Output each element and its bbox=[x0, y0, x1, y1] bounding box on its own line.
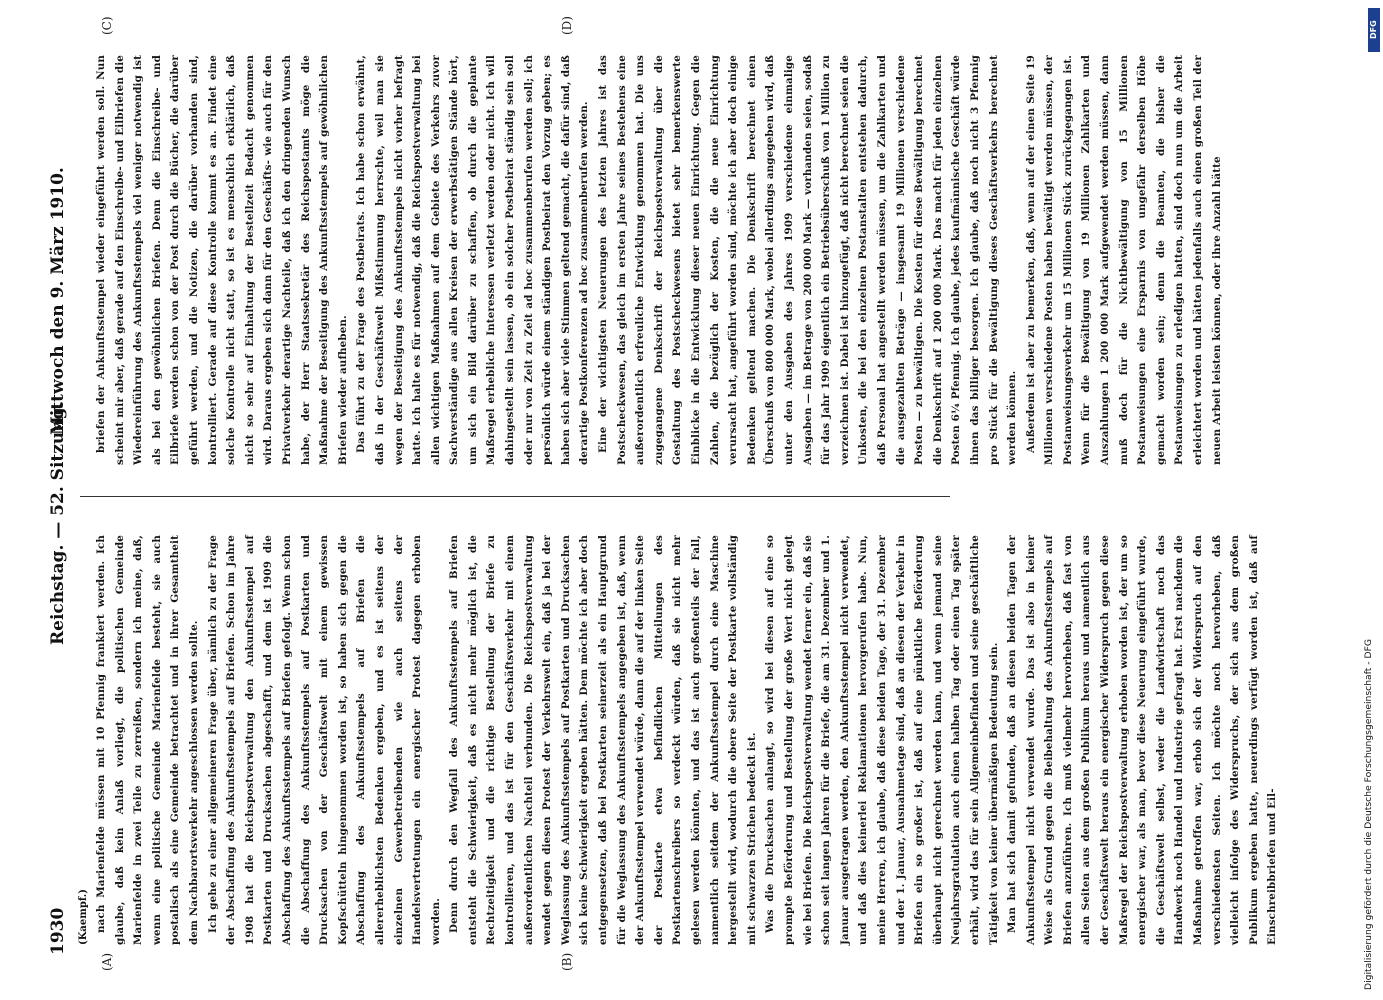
column-divider bbox=[80, 496, 950, 497]
speaker-tag: (Kaempf.) bbox=[78, 889, 89, 945]
paragraph: Denn durch den Wegfall des Ankunftsstempels auf Briefen entsteht die Schwierigkeit, daß es nicht mehr möglich ist, die Rechtzeitigkeit und die richtige Bestellung der Briefe zu kontrollieren, und das ist für den Geschäftsverkehr mit einem außerordentlichen Nachteil verbunden. Die Reichspostverwaltung wendet gegen diesen Protest der Verkehrswelt ein, daß ja bei der Weglassung des Ankunftsstempels auf Postkarten und Drucksachen sich keine Schwierigkeit ergeben hätten. Dem möchte ich aber doch entgegensetzen, daß bei Postkarten seinerzeit als ein Hauptgrund für die Weglassung des Ankunftsstempels angegeben ist, daß, wenn der Ankunftsstempel verwendet würde, dann die auf der linken Seite der Postkarte etwa befindlichen Mitteilungen des Postkartenschreibers so verdeckt würden, daß sie nicht mehr gelesen werden könnten, und das ist auch großenteils der Fall, namentlich seitdem der Ankunftsstempel durch eine Maschine hergestellt wird, wodurch die obere Seite der Postkarte vollständig mit schwarzen Strichen bedeckt ist. bbox=[448, 535, 758, 945]
paragraph: nach Marienfelde müssen mit 10 Pfennig frankiert werden. Ich glaube, daß kein Anlaß vorliegt, die politischen Gemeinde Marienfelde in zwei Teile zu zerreißen, sondern ich meine, daß, wenn eine politische Gemeinde Marienfelde besteht, sie auch postalisch als eine Gemeinde betrachtet und in ihrer Gesamtheit dem Nachbarortsverkehr angeschlossen werden sollte. bbox=[95, 535, 200, 945]
session-title: Reichstag. — 52. Sitzung. bbox=[48, 401, 68, 645]
margin-mark-d: (D) bbox=[560, 16, 574, 35]
page-number: 1930 bbox=[48, 907, 68, 955]
right-text-column bbox=[92, 55, 1226, 465]
paragraph: Außerdem ist aber zu bemerken, daß, wenn auf der einen Seite 19 Millionen verschiedene Posten haben bewältigt werden müssen, der Postanweisungsverkehr um 15 Millionen Stück zurückgegangen ist. Wenn für die Bewältigung von 19 Millionen Zahlkarten und Auszahlungen 1 200 000 Mark aufgewendet werden müssen, dann muß doch für die Nichtbewältigung von 15 Millionen Postanweisungen eine Ersparnis von ungefähr derselben Höhe gemacht worden sein; denn die Beamten, die bisher die Postanweisungen zu erledigen hatten, sind doch nun um die Arbeit erleichtert worden und hätten jedenfalls auch einen großen Teil der neuen Arbeit leisten können, oder ihre Anzahl hätte bbox=[1024, 55, 1223, 465]
rotated-document-page bbox=[40, 16, 1340, 971]
margin-mark-b: (B) bbox=[560, 952, 574, 971]
margin-mark-a: (A) bbox=[100, 952, 114, 971]
margin-mark-c: (C) bbox=[100, 16, 114, 35]
paragraph: Das führt zu der Frage des Postbeirats. Ich habe schon erwähnt, daß in der Geschäftswelt Mißstimmung herrschte, weil man sie wegen der Beseitigung des Ankunftsstempels nicht vorher befragt hatte. Ich halte es für notwendig, daß die Reichspostverwaltung bei allen wichtigen Maßnahmen auf dem Gebiete des Verkehrs zuvor Sachverständige aus allen Kreisen der erwerbstätigen Stände hört, um sich ein Bild darüber zu schaffen, ob durch die geplante Maßregel erhebliche Interessen verletzt werden oder nicht. Ich will dahingestellt sein lassen, ob ein solcher Postbeirat ständig sein soll oder nur von Zeit zu Zeit ad hoc zusammenberufen werden soll; ich persönlich würde einem ständigen Postbeirat den Vorzug geben; es haben sich aber viele Stimmen geltend gemacht, die dafür sind, daß derartige Postkonferenzen ad hoc zusammenberufen werden. bbox=[355, 55, 591, 465]
left-text-column bbox=[92, 535, 1282, 945]
paragraph: Ich gehe zu einer allgemeineren Frage über, nämlich zu der Frage der Abschaffung des Ankunftsstempels auf Briefen. Schon im Jahre 1908 hat die Reichspostverwaltung den Ankunftsstempel auf Postkarten und Drucksachen abgeschafft, und dem ist 1909 die Abschaffung des Ankunftsstempels auf Briefen gefolgt. Wenn schon die Abschaffung des Ankunftsstempels auf Postkarten und Drucksachen von der Geschäftswelt mit einem gewissen Kopfschütteln hingenommen worden ist, so haben sich gegen die Abschaffung des Ankunftsstempels auf Briefen die allererheblichsten Bedenken ergeben, und es ist seitens der einzelnen Gewerbetreibenden wie auch seitens der Handelsvertretungen ein energischer Protest dagegen erhoben worden. bbox=[206, 535, 442, 945]
paragraph: Eine der wichtigsten Neuerungen des letzten Jahres ist das Postscheckwesen, das gleich im ersten Jahre seines Bestehens eine außerordentlich erfreuliche Entwicklung genommen hat. Die uns zugegangene Denkschrift der Reichspostverwaltung über die Gestaltung des Postscheckwesens bietet sehr bemerkenswerte Einblicke in die Entwicklung dieser neuen Einrichtung. Gegen die Zahlen, die bezüglich der Kosten, die die neue Einrichtung verursacht hat, angeführt worden sind, möchte ich aber doch einige Bedenken geltend machen. Die Denkschrift berechnet einen Überschuß von 800 000 Mark, wobei allerdings angegeben wird, daß unter den Ausgaben des Jahres 1909 verschiedene einmalige Ausgaben — im Betrage von 200 000 Mark — vorhanden seien, sodaß für das Jahr 1909 eigentlich ein Betriebsüberschuß von 1 Million zu verzeichnen ist. Dabei ist hinzugefügt, daß nicht berechnet seien die Unkosten, die bei den einzelnen Postanstalten entstehen dadurch, daß Personal hat angestellt werden müssen, um die Zahlkarten und die ausgezahlten Beträge — insgesamt 19 Millionen verschiedene Posten — zu bewältigen. Die Kosten für diese Bewältigung berechnet die Denkschrift auf 1 200 000 Mark. Das macht für jeden einzelnen Posten 6¼ Pfennig. Ich glaube, jedes kaufmännische Geschäft würde ihnen das billiger besorgen. Ich glaube, daß noch nicht 3 Pfennig pro Stück für die Bewältigung dieses Geschäftsverkehrs berechnet werden können. bbox=[597, 55, 1019, 465]
dfg-logo: DFG bbox=[1368, 8, 1380, 52]
paragraph: Was die Drucksachen anlangt, so wird bei diesen auf eine so prompte Beförderung und Bestellung der große Wert nicht gelegt wie bei Briefen. Die Reichspostverwaltung wendet ferner ein, daß sie schon seit langen Jahren für die Briefe, die am 31. Dezember und 1. Januar ausgetragen werden, den Ankunftsstempel nicht verwendet, und daß dies keinerlei Reklamationen hervorgerufen habe. Nun, meine Herren, ich glaube, daß diese beiden Tage, der 31. Dezember und der 1. Januar, Ausnahmetage sind, daß an diesen der Verkehr in Briefen ein so großer ist, daß auf eine pünktliche Beförderung überhaupt nicht gerechnet werden kann, und wenn jemand seine Neujahrsgratulation auch einen halben Tag oder einen Tag später erhält, wird das für sein Allgemeinbefinden und seine geschäftliche Tätigkeit von keiner übermäßigen Bedeutung sein. bbox=[764, 535, 1000, 945]
paragraph: Man hat sich damit gefunden, daß an diesen beiden Tagen der Ankunftsstempel nicht verwendet wurde. Das ist also in keiner Weise als Grund gegen die Beibehaltung des Ankunftsstempels auf Briefen anzuführen. Ich muß vielmehr hervorheben, daß fast von allen Seiten aus dem großen Publikum heraus und namentlich aus der Geschäftswelt heraus ein energischer Widerspruch gegen diese Maßregel der Reichspostverwaltung erhoben worden ist, der um so energischer war, als man, bevor diese Neuerung eingeführt wurde, die Geschäftswelt selbst, weder die Landwirtschaft noch das Handwerk noch Handel und Industrie gefragt hat. Erst nachdem die Maßnahme getroffen war, erhob sich der Widerspruch auf den verschiedensten Seiten. Ich möchte noch hervorheben, daß vielleicht infolge des Widerspruchs, der sich aus dem großen Publikum ergeben hatte, neuerdings verfügt worden ist, daß auf Einschreibbriefen und Eil- bbox=[1006, 535, 1279, 945]
digitization-credit: Digitalisierung gefördert durch die Deutsche Forschungsgemeinschaft - DFG bbox=[1363, 639, 1374, 990]
paragraph: briefen der Ankunftsstempel wieder eingeführt werden soll. Nun scheint mir aber, daß gerade auf den Einschreibe- und Eilbriefen die Wiedereinführung des Ankunftsstempels viel weniger notwendig ist als bei den gewöhnlichen Briefen. Denn die Einschreibe- und Eilbriefe werden schon von der Post durch die Bücher, die darüber geführt werden, und die Notizen, die darüber vorhanden sind, kontrolliert. Gerade auf diese Kontrolle kommt es an. Findet eine solche Kontrolle nicht statt, so ist es menschlich erklärlich, daß nicht so sehr auf Einhaltung der Bestellzeit Bedacht genommen wird. Daraus ergeben sich dann für den Geschäfts- wie auch für den Privatverkehr derartige Nachteile, daß ich den dringenden Wunsch habe, der Herr Staatssekretär des Reichspostamts möge die Maßnahme der Beseitigung des Ankunftsstempels auf gewöhnlichen Briefen wieder aufheben. bbox=[95, 55, 349, 465]
page-header bbox=[40, 35, 80, 955]
session-date: Mittwoch den 9. März 1910. bbox=[48, 167, 68, 435]
